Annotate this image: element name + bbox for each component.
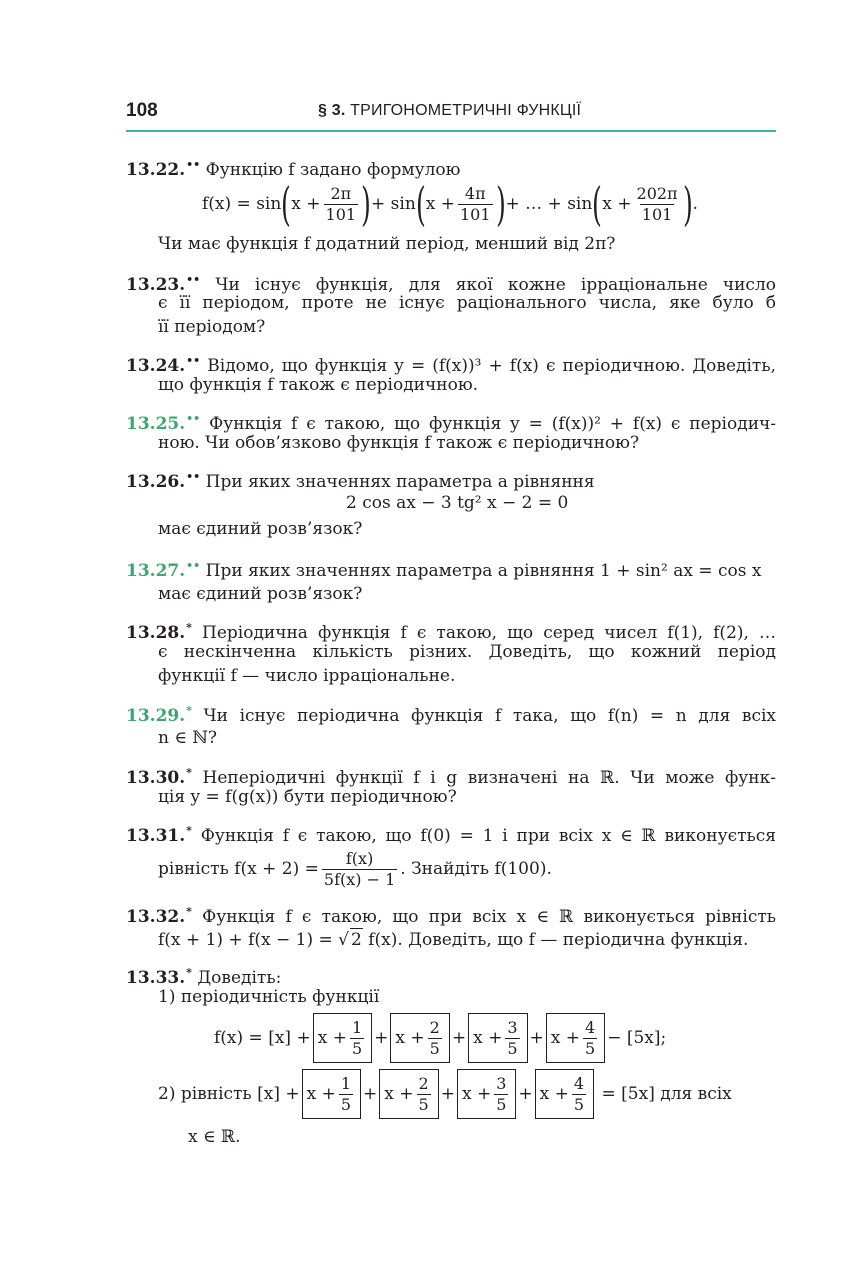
problem-number: 13.24. xyxy=(126,356,186,376)
denominator: 101 xyxy=(325,204,357,224)
formula-part: x + xyxy=(473,1028,503,1048)
numerator: 202π xyxy=(636,183,678,203)
problem-text: Періодична функція f є такою, що серед чисел f(1), f(2), … xyxy=(202,623,776,643)
problem-text: ною. Чи обов’язково функція f також є періодичною? xyxy=(158,433,640,453)
formula-part: x + xyxy=(317,1028,347,1048)
problem-text: Відомо, що функція y = (f(x))³ + f(x) є періодичною. Доведіть, xyxy=(207,356,776,376)
problem-text: x ∈ ℝ. xyxy=(188,1127,241,1147)
left-paren: ( xyxy=(415,177,426,231)
problem-13-32 xyxy=(126,901,776,928)
formula-part: + xyxy=(440,1084,455,1104)
difficulty-mark: * xyxy=(186,766,192,779)
floor-bracket xyxy=(302,1069,361,1119)
formula-part: + xyxy=(374,1028,389,1048)
problem-13-31 xyxy=(126,820,776,847)
problem-13-26 xyxy=(126,466,595,493)
problem-text: Функцію f задано формулою xyxy=(205,160,461,180)
formula-part: x + xyxy=(461,1084,492,1104)
problem-text: Доведіть: xyxy=(197,968,282,988)
denominator: 101 xyxy=(460,204,491,224)
floor-bracket xyxy=(313,1013,372,1063)
numerator: 2 xyxy=(418,1073,429,1093)
formula-part: x + xyxy=(291,194,321,214)
formula-part: + xyxy=(518,1084,533,1104)
numerator: 4π xyxy=(464,183,486,203)
problem-text: що функція f також є періодичною. xyxy=(158,375,479,395)
formula-part: + xyxy=(529,1028,544,1048)
formula-part: x + xyxy=(395,1028,425,1048)
numerator: f(x) xyxy=(345,848,374,868)
floor-bracket xyxy=(457,1069,516,1119)
right-paren: ) xyxy=(495,177,506,231)
difficulty-mark: * xyxy=(186,704,192,717)
problem-text: є її періодом, проте не існує раціонального числа, яке було б xyxy=(158,293,776,313)
problem-text: Функція f є такою, що f(0) = 1 і при всіх x ∈ ℝ виконується xyxy=(200,826,777,846)
formula-part: sin xyxy=(390,194,416,214)
fraction xyxy=(417,1074,431,1115)
fraction xyxy=(428,1018,442,1059)
problem-number: 13.27. xyxy=(126,561,186,581)
difficulty-mark: •• xyxy=(186,412,201,425)
difficulty-mark: •• xyxy=(186,158,201,171)
fraction xyxy=(494,1074,508,1115)
problem-text: При яких значеннях параметра a рівняння xyxy=(205,472,595,492)
problem-number: 13.30. xyxy=(126,768,186,788)
difficulty-mark: •• xyxy=(186,559,201,572)
denominator: 5 xyxy=(496,1094,507,1114)
problem-13-28 xyxy=(126,617,776,644)
floor-bracket xyxy=(546,1013,605,1063)
formula-part: f(x). Доведіть, що f — періодична функція. xyxy=(362,930,749,950)
section-title xyxy=(318,102,581,120)
formula-part: x + xyxy=(384,1084,414,1104)
formula-part: . xyxy=(692,194,698,214)
problem-13-33 xyxy=(126,962,281,989)
problem-number: 13.28. xyxy=(126,623,186,643)
left-paren: ( xyxy=(281,177,292,231)
fraction xyxy=(583,1018,597,1059)
formula-part: f(x + 1) + f(x − 1) = √ xyxy=(158,930,349,950)
formula-part: − [5x]; xyxy=(607,1028,667,1048)
problem-text: Функція f є такою, що функція y = (f(x))² + f(x) є періодич- xyxy=(209,414,777,434)
numerator: 3 xyxy=(507,1017,518,1037)
numerator: 4 xyxy=(585,1017,596,1037)
problem-question: Чи має функція f додатний період, менший від 2π? xyxy=(158,234,616,254)
problem-number: 13.26. xyxy=(126,472,186,492)
difficulty-mark: * xyxy=(186,824,192,837)
denominator: 5 xyxy=(418,1094,429,1114)
denominator: 5 xyxy=(585,1038,596,1058)
problem-13-24 xyxy=(126,350,776,377)
denominator: 5 xyxy=(351,1038,363,1058)
formula-part: x + xyxy=(539,1084,569,1104)
difficulty-mark: * xyxy=(186,905,192,918)
sqrt-arg: 2 xyxy=(350,930,362,950)
formula-part: + … + sin xyxy=(505,194,593,214)
formula-13-33-2 xyxy=(158,1068,732,1120)
problem-number: 13.31. xyxy=(126,826,186,846)
fraction xyxy=(339,1074,353,1115)
equation: 2 cos ax − 3 tg² x − 2 = 0 xyxy=(346,493,569,513)
problem-number: 13.32. xyxy=(126,907,186,927)
right-paren: ) xyxy=(361,177,371,231)
formula-part: рівність f(x + 2) = xyxy=(158,859,319,879)
problem-13-30 xyxy=(126,762,776,789)
formula-13-33-1 xyxy=(214,1012,666,1064)
problem-number: 13.23. xyxy=(126,275,186,295)
problem-text: ція y = f(g(x)) бути періодичною? xyxy=(158,787,457,807)
fraction xyxy=(322,849,397,890)
denominator: 5 xyxy=(340,1094,352,1114)
difficulty-mark: •• xyxy=(186,354,201,367)
denominator: 101 xyxy=(641,204,673,224)
formula-part: + xyxy=(363,1084,378,1104)
formula-part: f(x) = [x] + xyxy=(214,1028,311,1048)
problem-text: має єдиний розв’язок? xyxy=(158,519,363,539)
problem-number: 13.25. xyxy=(126,414,186,434)
section-prefix: § 3. xyxy=(318,102,346,119)
subitem-1: 1) періодичність функції xyxy=(158,987,380,1007)
fraction xyxy=(505,1018,519,1059)
page-header xyxy=(126,100,776,132)
fraction xyxy=(572,1074,586,1115)
problem-text: має єдиний розв’язок? xyxy=(158,584,363,604)
page-number: 108 xyxy=(126,100,158,121)
problem-number: 13.33. xyxy=(126,968,186,988)
problem-text: Чи існує періодична функція f така, що f(n) = n для всіх xyxy=(203,706,777,726)
formula-part: x + xyxy=(550,1028,581,1048)
difficulty-mark: •• xyxy=(186,273,201,286)
denominator: 5f(x) − 1 xyxy=(323,869,396,889)
problem-text: Неперіодичні функції f і g визначені на ℝ. Чи може функ- xyxy=(202,768,777,788)
numerator: 2 xyxy=(429,1017,440,1037)
formula-part: f(x) = sin xyxy=(202,194,282,214)
section-name: ТРИГОНОМЕТРИЧНІ ФУНКЦІЇ xyxy=(350,102,582,119)
problem-13-29 xyxy=(126,700,776,727)
numerator: 1 xyxy=(351,1017,363,1037)
problem-13-25 xyxy=(126,408,776,435)
problem-text: n ∈ ℕ? xyxy=(158,728,217,748)
denominator: 5 xyxy=(507,1038,518,1058)
difficulty-mark: •• xyxy=(186,470,201,483)
right-paren: ) xyxy=(682,177,693,231)
denominator: 5 xyxy=(429,1038,440,1058)
denominator: 5 xyxy=(573,1094,585,1114)
problem-number: 13.29. xyxy=(126,706,186,726)
numerator: 1 xyxy=(340,1073,352,1093)
fraction xyxy=(350,1018,364,1059)
problem-text: її періодом? xyxy=(158,317,266,337)
problem-text: функції f — число ірраціональне. xyxy=(158,666,456,686)
formula-part: x + xyxy=(602,194,632,214)
numerator: 3 xyxy=(496,1073,507,1093)
difficulty-mark: * xyxy=(186,966,192,979)
difficulty-mark: * xyxy=(186,621,192,634)
fraction xyxy=(458,184,493,225)
formula-part: + xyxy=(451,1028,467,1048)
formula-part: x + xyxy=(425,194,455,214)
floor-bracket xyxy=(468,1013,527,1063)
formula-13-22 xyxy=(202,177,698,231)
numerator: 4 xyxy=(573,1073,585,1093)
formula-13-32 xyxy=(158,928,748,951)
problem-text: Чи існує функція, для якої кожне ірраціональне число xyxy=(215,275,776,295)
floor-bracket xyxy=(379,1069,438,1119)
formula-part: = [5x] для всіх xyxy=(601,1084,732,1104)
formula-13-31 xyxy=(158,846,552,892)
fraction xyxy=(324,184,359,225)
floor-bracket xyxy=(390,1013,449,1063)
problem-13-27 xyxy=(126,555,761,582)
problem-text: При яких значеннях параметра a рівняння 1 + sin² ax = cos x xyxy=(205,561,762,581)
numerator: 2π xyxy=(330,183,352,203)
problem-number: 13.22. xyxy=(126,160,186,180)
formula-part: x + xyxy=(306,1084,336,1104)
problem-13-22 xyxy=(126,154,460,181)
problem-text: Функція f є такою, що при всіх x ∈ ℝ виконується рівність xyxy=(202,907,776,927)
fraction xyxy=(635,184,680,225)
formula-part: + xyxy=(371,194,386,214)
formula-part: . Знайдіть f(100). xyxy=(400,859,552,879)
formula-part: 2) рівність [x] + xyxy=(158,1084,300,1104)
problem-text: є нескінченна кількість різних. Доведіть, що кожний період xyxy=(158,642,776,662)
left-paren: ( xyxy=(592,177,603,231)
floor-bracket xyxy=(535,1069,594,1119)
